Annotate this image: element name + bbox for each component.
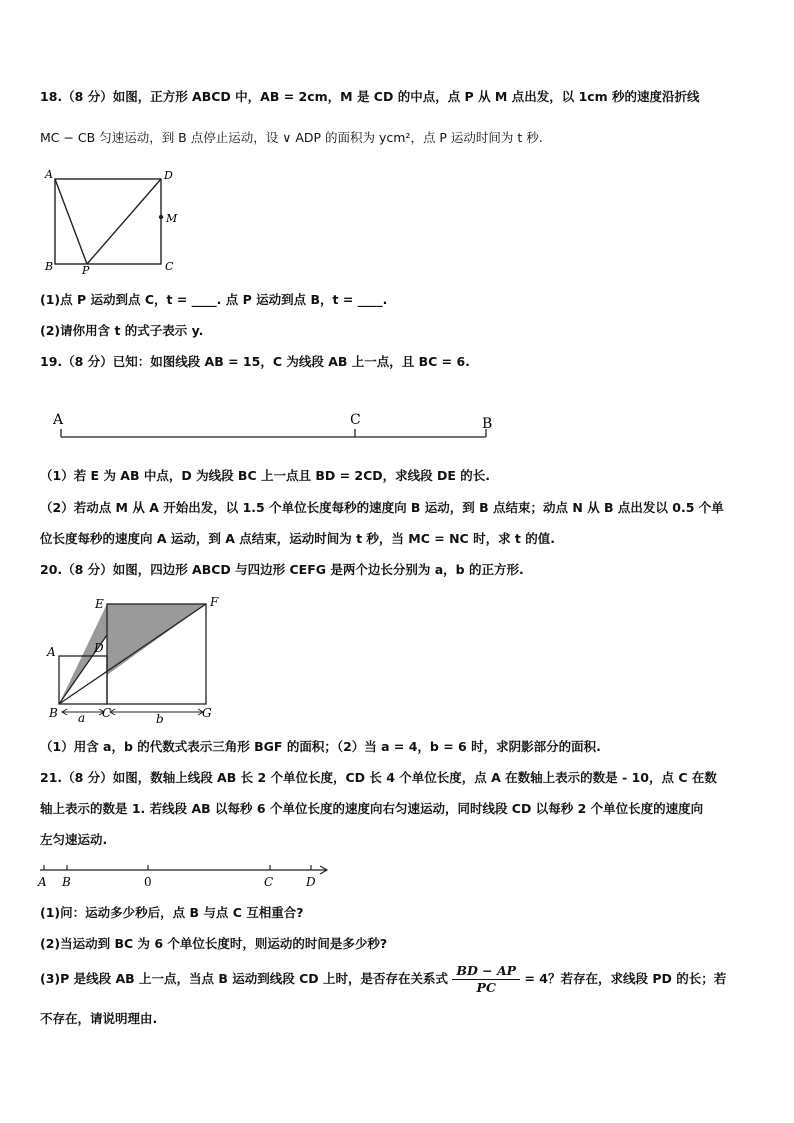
q18-stem-line2: MC − CB 匀速运动，到 B 点停止运动，设 ∨ ADP 的面积为 ycm²，点 P 运动时间为 t 秒. <box>40 130 543 145</box>
q19-sub2-line2: 位长度每秒的速度向 A 运动，到 A 点结束，运动时间为 t 秒，当 MC = NC 时，求 t 的值. <box>40 531 555 546</box>
q19-segment-figure <box>40 406 510 442</box>
q20-label-b: b <box>156 712 164 725</box>
q20-stem: 20.（8 分）如图，四边形 ABCD 与四边形 CEFG 是两个边长分别为 a，b 的正方形. <box>40 562 524 577</box>
q21-sub3-line2: 不存在，请说明理由. <box>40 1011 158 1026</box>
q18-label-M: M <box>166 212 178 225</box>
q20-label-F: F <box>210 595 219 609</box>
q19-sub2-line1: （2）若动点 M 从 A 开始出发，以 1.5 个单位长度每秒的速度向 B 运动，到 B 点结束；动点 N 从 B 点出发以 0.5 个单 <box>40 500 724 515</box>
q18-sub2: (2)请你用含 t 的式子表示 y. <box>40 323 204 338</box>
q21-stem-line1: 21.（8 分）如图，数轴上线段 AB 长 2 个单位长度，CD 长 4 个单位长度，点 A 在数轴上表示的数是 - 10，点 C 在数 <box>40 770 717 785</box>
q19-label-C: C <box>350 412 361 428</box>
q18-square-figure <box>36 165 186 277</box>
q21-sub1: (1)问：运动多少秒后，点 B 与点 C 互相重合? <box>40 905 304 920</box>
q20-label-B: B <box>49 706 58 720</box>
q21-sub3-denominator: PC <box>476 980 496 995</box>
q20-squares-figure <box>40 590 230 725</box>
q18-label-P: P <box>82 264 90 277</box>
q19-sub1: （1）若 E 为 AB 中点，D 为线段 BC 上一点且 BD = 2CD，求线段 DE 的长. <box>40 468 491 483</box>
q21-sub3-line1 <box>40 962 726 996</box>
q21-sub3-fraction <box>452 963 520 996</box>
q18-label-A: A <box>45 168 53 181</box>
q19-stem: 19.（8 分）已知：如图线段 AB = 15，C 为线段 AB 上一点，且 BC = 6. <box>40 354 470 369</box>
q21-stem-line2: 轴上表示的数是 1. 若线段 AB 以每秒 6 个单位长度的速度向右匀速运动，同时线段 CD 以每秒 2 个单位长度的速度向 <box>40 801 704 816</box>
q20-label-E: E <box>95 597 104 611</box>
q21-number-line-figure <box>36 858 336 890</box>
q18-label-D: D <box>164 169 173 182</box>
q20-label-C: C <box>102 706 112 720</box>
q20-label-a: a <box>78 711 86 725</box>
q21-label-D: D <box>306 875 316 889</box>
q20-label-G: G <box>202 706 212 720</box>
q19-label-A: A <box>53 412 64 428</box>
q21-label-zero: 0 <box>144 875 152 889</box>
q21-label-B: B <box>62 875 71 889</box>
q18-stem-line1: 18.（8 分）如图，正方形 ABCD 中，AB = 2cm，M 是 CD 的中点，点 P 从 M 点出发，以 1cm 秒的速度沿折线 <box>40 89 700 104</box>
q18-sub1: (1)点 P 运动到点 C，t = ____. 点 P 运动到点 B，t = ____. <box>40 292 388 307</box>
q20-label-D: D <box>94 641 104 655</box>
q18-label-B: B <box>45 260 54 273</box>
q19-label-B: B <box>482 416 493 432</box>
q21-sub3-numerator: BD − AP <box>452 963 520 980</box>
q21-sub2: (2)当运动到 BC 为 6 个单位长度时，则运动的时间是多少秒? <box>40 936 388 951</box>
q21-sub3-suffix: = 4？若存在，求线段 PD 的长；若 <box>524 971 727 986</box>
q20-sub: （1）用含 a，b 的代数式表示三角形 BGF 的面积；（2）当 a = 4，b = 6 时，求阴影部分的面积. <box>40 739 601 754</box>
q20-label-A: A <box>47 645 56 659</box>
q21-stem-line3: 左匀速运动. <box>40 832 108 847</box>
q21-sub3-prefix: (3)P 是线段 AB 上一点，当点 B 运动到线段 CD 上时，是否存在关系式 <box>40 971 449 986</box>
q21-label-A: A <box>38 875 47 889</box>
q18-label-C: C <box>165 260 174 273</box>
q21-label-C: C <box>264 875 274 889</box>
